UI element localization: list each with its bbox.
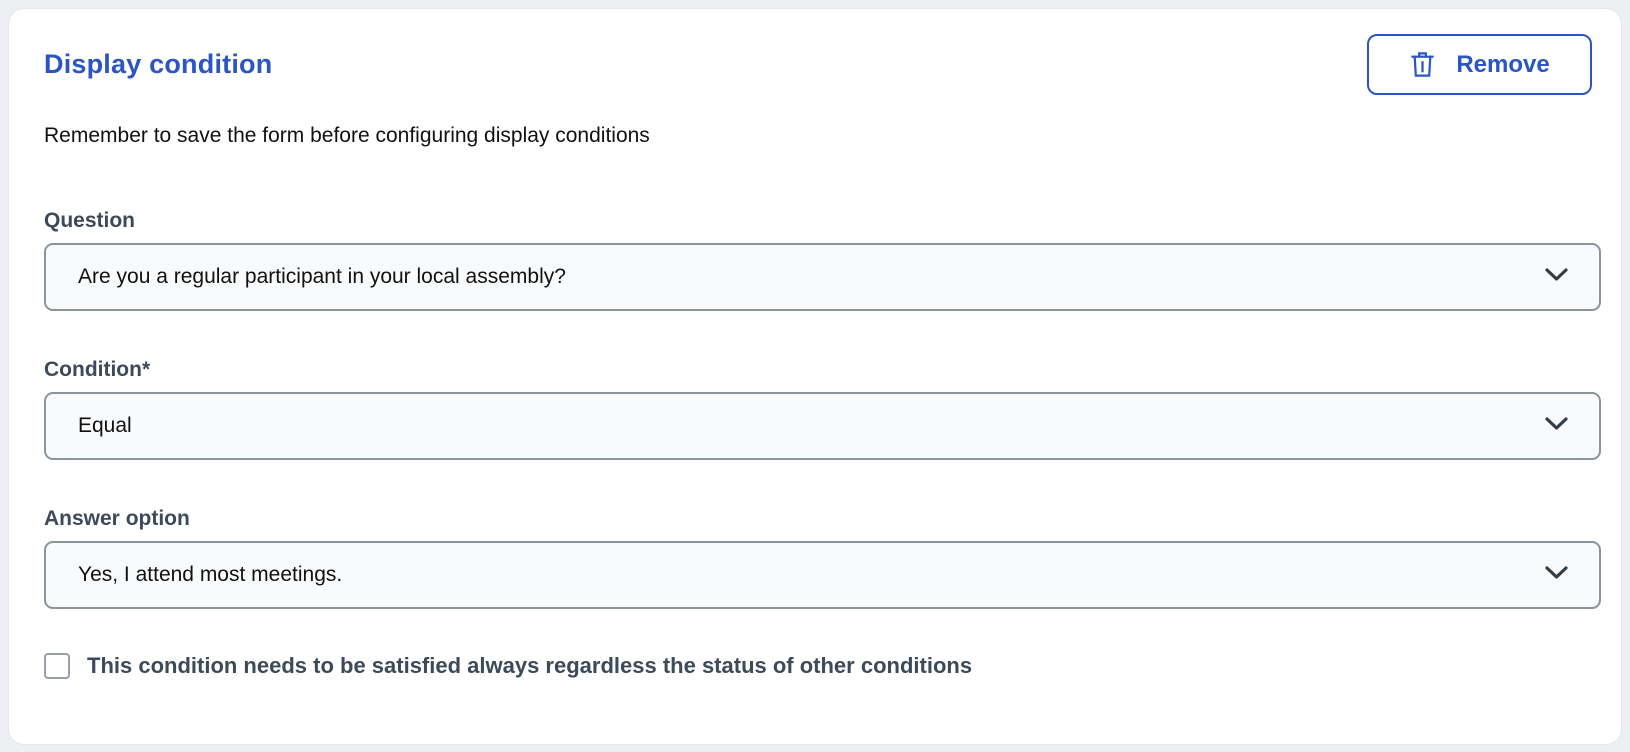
condition-field-group: [44, 358, 1592, 460]
chevron-down-icon: [1544, 267, 1569, 288]
page-title: Display condition: [44, 49, 273, 79]
question-label: Question: [44, 209, 136, 232]
question-field-group: [44, 209, 1592, 311]
answer-option-select-value: Yes, I attend most meetings.: [78, 563, 343, 586]
question-select[interactable]: [44, 243, 1601, 311]
chevron-down-icon: [1544, 565, 1569, 586]
always-satisfied-row: [44, 653, 1592, 679]
hint-text: Remember to save the form before configuring display conditions: [44, 124, 650, 147]
display-condition-card: [8, 8, 1622, 745]
trash-icon: [1409, 50, 1436, 79]
condition-label: Condition*: [44, 358, 151, 381]
answer-option-select[interactable]: [44, 541, 1601, 609]
condition-select[interactable]: [44, 392, 1601, 460]
remove-button-label: Remove: [1456, 50, 1550, 78]
condition-select-value: Equal: [78, 414, 132, 437]
chevron-down-icon: [1544, 416, 1569, 437]
answer-option-label: Answer option: [44, 507, 190, 530]
remove-button[interactable]: [1367, 34, 1592, 95]
answer-option-field-group: [44, 507, 1592, 609]
always-satisfied-checkbox[interactable]: [44, 653, 70, 679]
card-header: [44, 34, 1592, 95]
question-select-value: Are you a regular participant in your local assembly?: [78, 265, 566, 288]
always-satisfied-label: This condition needs to be satisfied always regardless the status of other conditions: [87, 653, 973, 678]
